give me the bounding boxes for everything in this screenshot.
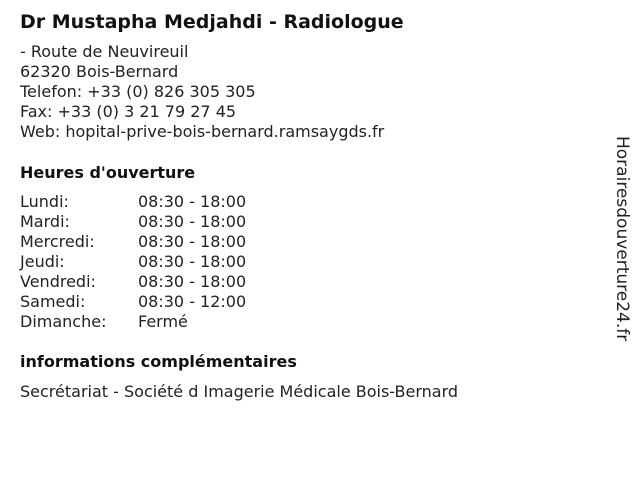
hours-row-tuesday — [20, 212, 600, 232]
time-range: 08:30 - 12:00 — [138, 292, 247, 311]
hours-row-thursday — [20, 252, 600, 272]
day-label: Jeudi: — [20, 252, 65, 271]
opening-hours-list — [20, 192, 600, 332]
day-label: Mercredi: — [20, 232, 95, 251]
time-range: 08:30 - 18:00 — [138, 252, 247, 271]
hours-row-monday — [20, 192, 600, 212]
day-label: Mardi: — [20, 212, 70, 231]
business-details — [20, 9, 600, 402]
time-range: 08:30 - 18:00 — [138, 212, 247, 231]
address-street: - Route de Neuvireuil — [20, 42, 189, 61]
hours-row-friday — [20, 272, 600, 292]
time-range: Fermé — [138, 312, 188, 331]
hours-row-saturday — [20, 292, 600, 312]
hours-heading: Heures d'ouverture — [20, 163, 196, 182]
hours-row-sunday — [20, 312, 600, 332]
extra-info-heading: informations complémentaires — [20, 352, 297, 371]
phone-number: Telefon: +33 (0) 826 305 305 — [20, 82, 256, 101]
page-title: Dr Mustapha Medjahdi - Radiologue — [20, 11, 404, 33]
time-range: 08:30 - 18:00 — [138, 272, 247, 291]
fax-number: Fax: +33 (0) 3 21 79 27 45 — [20, 102, 237, 121]
day-label: Lundi: — [20, 192, 69, 211]
day-label: Dimanche: — [20, 312, 107, 331]
address-city: 62320 Bois-Bernard — [20, 62, 179, 81]
site-brand-watermark: Horairesdouverture24.fr — [612, 136, 632, 342]
extra-info-text: Secrétariat - Société d Imagerie Médicale Bois-Bernard — [20, 382, 459, 401]
day-label: Samedi: — [20, 292, 86, 311]
time-range: 08:30 - 18:00 — [138, 192, 247, 211]
hours-row-wednesday — [20, 232, 600, 252]
website-link: Web: hopital-prive-bois-bernard.ramsaygds.fr — [20, 122, 385, 141]
address-block — [20, 42, 600, 142]
day-label: Vendredi: — [20, 272, 96, 291]
time-range: 08:30 - 18:00 — [138, 232, 247, 251]
